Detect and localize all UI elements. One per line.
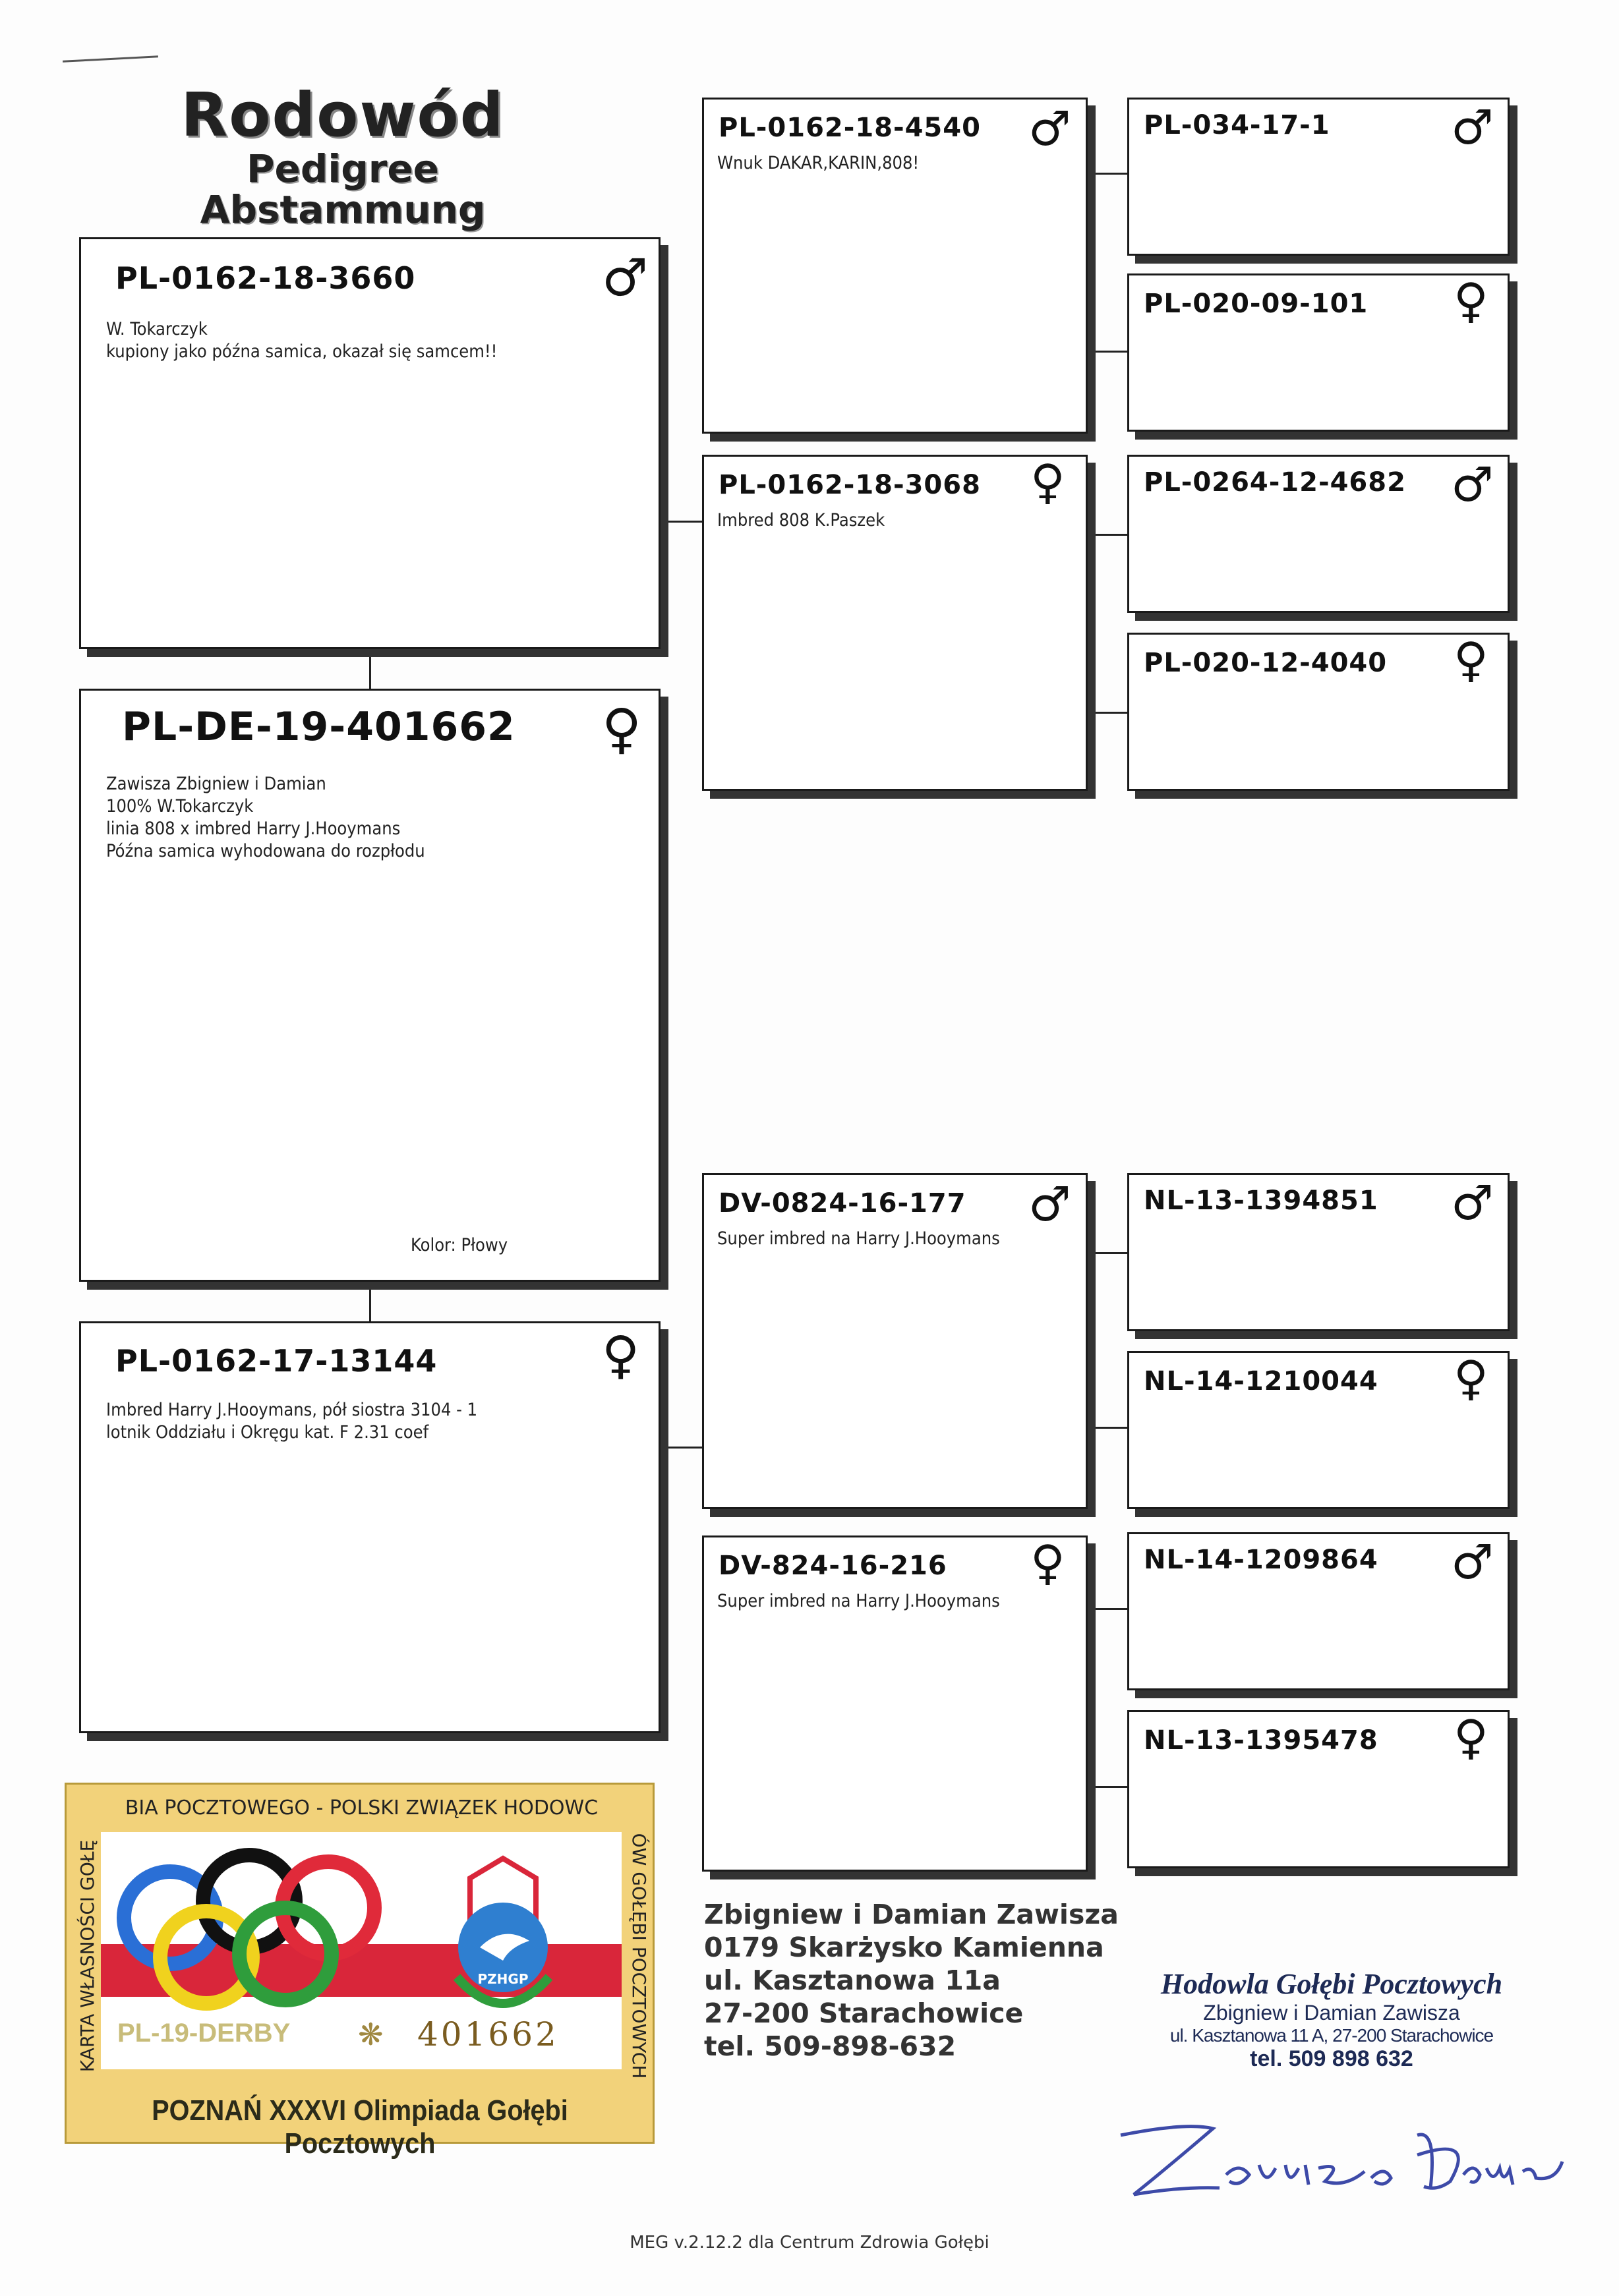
female-icon: ♀ <box>1454 1350 1488 1406</box>
ring-number: PL-0264-12-4682 <box>1144 467 1406 498</box>
grandparent-card <box>702 1535 1088 1872</box>
female-icon: ♀ <box>1030 454 1065 509</box>
ring-number: PL-0162-18-3068 <box>719 470 981 500</box>
dam-ring-number: PL-0162-17-13144 <box>115 1343 438 1379</box>
stamp-line: tel. 509 898 632 <box>1250 2046 1413 2071</box>
ring-number: DV-0824-16-177 <box>719 1188 966 1219</box>
female-icon: ♀ <box>602 1326 640 1385</box>
great-grandparent-card <box>1127 273 1510 432</box>
connector <box>369 1282 371 1321</box>
card-right-text: ÓW GOŁĘBI POCZTOWYCH <box>628 1833 650 2079</box>
grandparent-card <box>702 98 1088 434</box>
connector <box>1088 1252 1127 1254</box>
owner-line: 0179 Skarżysko Kamienna <box>704 1932 1104 1963</box>
subject-card <box>79 689 661 1282</box>
card-series: PL-19-DERBY <box>117 2019 291 2048</box>
owner-line: 27-200 Starachowice <box>704 1997 1024 2029</box>
great-grandparent-card <box>1127 98 1510 256</box>
card-footer: POZNAŃ XXXVI Olimpiada Gołębi Pocztowych <box>152 2094 568 2160</box>
grandparent-notes: Super imbred na Harry J.Hooymans <box>717 1591 1000 1611</box>
male-icon: ♂ <box>1028 1176 1071 1232</box>
ring-number: NL-13-1395478 <box>1144 1725 1378 1756</box>
subject-notes: Zawisza Zbigniew i Damian 100% W.Tokarczyk linia 808 x imbred Harry J.Hooymans Późna samica wyhodowana do rozpłodu <box>106 774 425 861</box>
ring-number: NL-14-1210044 <box>1144 1366 1378 1396</box>
dam-notes: Imbred Harry J.Hooymans, pół siostra 3104 - 1 lotnik Oddziału i Okręgu kat. F 2.31 coef <box>106 1400 478 1443</box>
male-icon: ♂ <box>1451 457 1494 512</box>
sire-notes: W. Tokarczyk kupiony jako późna samica, okazał się samcem!! <box>106 319 498 362</box>
stamp-line: Hodowla Gołębi Pocztowych <box>1160 1968 1503 2000</box>
male-icon: ♂ <box>602 248 648 308</box>
female-icon: ♀ <box>602 698 642 761</box>
owner-line: tel. 509-898-632 <box>704 2030 957 2062</box>
subject-ring-number: PL-DE-19-401662 <box>122 704 515 750</box>
owner-name: Zbigniew i Damian Zawisza <box>704 1899 1119 1930</box>
ring-number: PL-020-09-101 <box>1144 289 1369 319</box>
connector <box>1088 1786 1127 1788</box>
dam-card <box>79 1321 661 1733</box>
card-inner <box>101 1832 622 2069</box>
software-footer: MEG v.2.12.2 dla Centrum Zdrowia Gołębi <box>630 2233 989 2253</box>
grandparent-notes: Imbred 808 K.Paszek <box>717 510 885 531</box>
sire-ring-number: PL-0162-18-3660 <box>115 260 416 296</box>
connector <box>1088 1427 1127 1429</box>
card-number: 401662 <box>417 2015 559 2053</box>
pedigree-title <box>178 82 508 230</box>
grandparent-card <box>702 455 1088 791</box>
stamp-line: ul. Kasztanowa 11 A, 27-200 Starachowice <box>1169 2025 1494 2046</box>
card-top-text: BIA POCZTOWEGO - POLSKI ZWIĄZEK HODOWC <box>125 1796 599 1820</box>
grandparent-notes: Wnuk DAKAR,KARIN,808! <box>717 153 920 173</box>
sire-card <box>79 237 661 649</box>
card-left-text: KARTA WŁASNOŚCI GOŁĘ <box>76 1839 98 2073</box>
connector <box>1088 351 1127 353</box>
pzhgp-logo-icon <box>457 1858 549 2003</box>
connector <box>1088 534 1127 536</box>
ring-number: PL-020-12-4040 <box>1144 648 1388 678</box>
stamp-line: Zbigniew i Damian Zawisza <box>1203 2001 1460 2024</box>
ownership-card <box>65 1783 655 2160</box>
connector <box>1088 1608 1127 1610</box>
male-icon: ♂ <box>1028 101 1071 156</box>
ring-number: NL-14-1209864 <box>1144 1545 1378 1575</box>
great-grandparent-card <box>1127 1173 1510 1331</box>
great-grandparent-card <box>1127 1710 1510 1868</box>
owner-line: ul. Kasztanowa 11a <box>704 1965 1001 1996</box>
female-icon: ♀ <box>1454 273 1488 328</box>
connector <box>1088 173 1127 175</box>
male-icon: ♂ <box>1451 100 1494 155</box>
grandparent-card <box>702 1173 1088 1509</box>
breeder-stamp <box>1121 1967 1543 2072</box>
ring-number: PL-034-17-1 <box>1144 110 1330 140</box>
pen-mark <box>63 55 158 63</box>
connector <box>662 521 702 523</box>
great-grandparent-card <box>1127 1351 1510 1509</box>
connector <box>662 1447 702 1449</box>
signature-icon <box>1107 2109 1569 2214</box>
ring-number: DV-824-16-216 <box>719 1551 947 1581</box>
owner-address <box>704 1898 1119 2063</box>
title-pedigree: Pedigree <box>246 146 440 191</box>
female-icon: ♀ <box>1454 632 1488 687</box>
ring-number: NL-13-1394851 <box>1144 1186 1378 1216</box>
title-rodowod: Rodowód <box>181 80 505 150</box>
female-icon: ♀ <box>1030 1535 1065 1590</box>
female-icon: ♀ <box>1454 1709 1488 1765</box>
grandparent-notes: Super imbred na Harry J.Hooymans <box>717 1228 1000 1249</box>
great-grandparent-card <box>1127 1532 1510 1690</box>
connector <box>1088 712 1127 714</box>
male-icon: ♂ <box>1451 1534 1494 1590</box>
flower-icon: ❋ <box>358 2017 384 2052</box>
logo-text: PZHGP <box>477 1971 529 1987</box>
male-icon: ♂ <box>1451 1175 1494 1230</box>
great-grandparent-card <box>1127 633 1510 791</box>
color-label: Kolor: Płowy <box>411 1235 508 1255</box>
great-grandparent-card <box>1127 455 1510 613</box>
ring-number: PL-0162-18-4540 <box>719 113 981 143</box>
connector <box>369 649 371 689</box>
title-abstammung: Abstammung <box>200 187 486 232</box>
